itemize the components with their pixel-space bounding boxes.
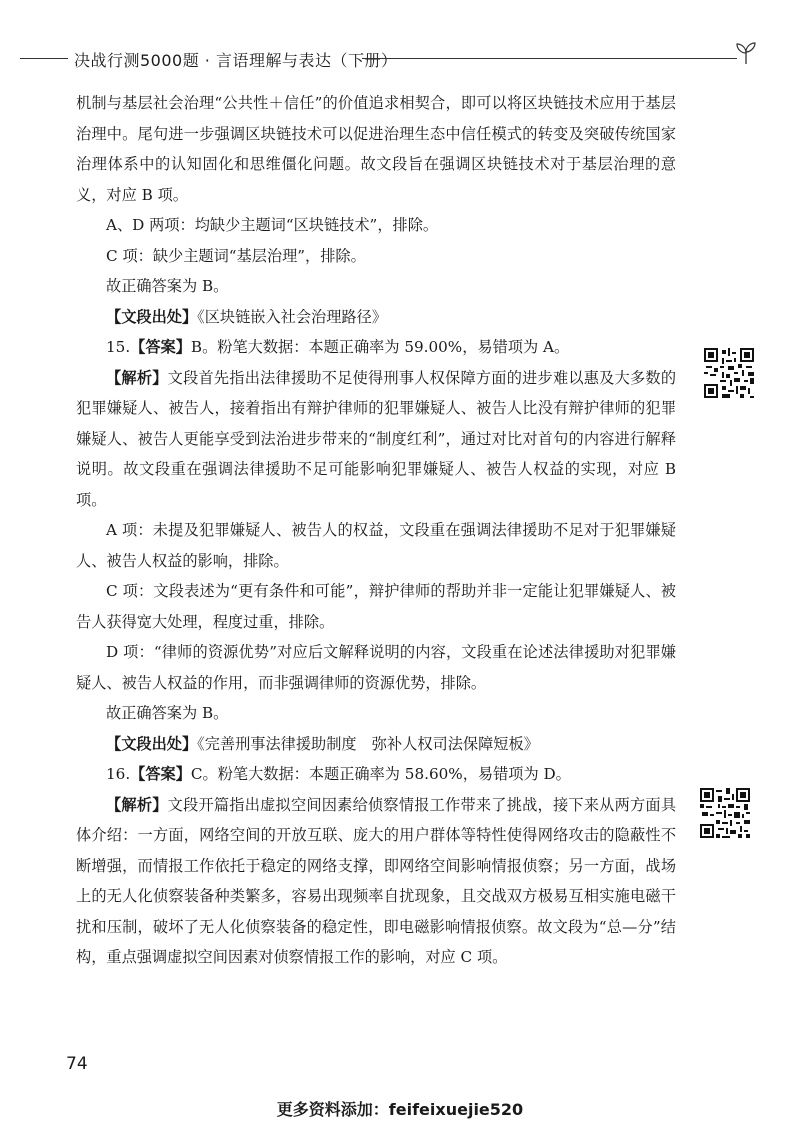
paragraph: A 项：未提及犯罪嫌疑人、被告人的权益，文段重在强调法律援助不足对于犯罪嫌疑人、被告人权益的影响，排除。 bbox=[76, 521, 676, 570]
qr-code-icon bbox=[704, 348, 754, 398]
question-number: 15. bbox=[106, 338, 131, 356]
paragraph: A、D 两项：均缺少主题词“区块链技术”，排除。 bbox=[106, 216, 439, 234]
header-rule-right bbox=[362, 58, 737, 59]
source-tag: 【文段出处】 bbox=[106, 734, 198, 753]
running-header bbox=[0, 38, 800, 78]
analysis-tag: 【解析】 bbox=[106, 795, 168, 814]
analysis-paragraph: 【解析】文段开篇指出虚拟空间因素给侦察情报工作带来了挑战，接下来从两方面具体介绍：一方面，网络空间的开放互联、庞大的用户群体等特性使得网络攻击的隐蔽性不断增强，而情报工作依托于稳定的网络支撑，即网络空间影响情报侦察；另一方面，战场上的无人化侦察装备种类繁多，容易出现频率自扰现象，且交战双方极易互相实施电磁干扰和压制，破坏了无人化侦察装备的稳定性，即电磁影响情报侦察。故文段为“总—分”结构，重点强调虚拟空间因素对侦察情报工作的影响，对应 C 项。 bbox=[76, 795, 677, 966]
header-title: 决战行测5000题 · 言语理解与表达（下册） bbox=[74, 51, 398, 70]
answer-paragraph-15: 15.【答案】B。粉笔大数据：本题正确率为 59.00%，易错项为 A。 bbox=[106, 338, 570, 356]
answer-tag: 【答案】 bbox=[130, 765, 191, 783]
paragraph: 故正确答案为 B。 bbox=[106, 704, 229, 722]
paragraph: 机制与基层社会治理“公共性＋信任”的价值追求相契合，即可以将区块链技术应用于基层治理中。尾句进一步强调区块链技术可以促进治理生态中信任模式的转变及突破传统国家治理体系中的认知固化和思维僵化问题。故文段旨在强调区块链技术对于基层治理的意义，对应 B 项。 bbox=[76, 94, 676, 204]
paragraph: C 项：缺少主题词“基层治理”，排除。 bbox=[106, 246, 366, 265]
paragraph: C 项：文段表述为“更有条件和可能”，辩护律师的帮助并非一定能让犯罪嫌疑人、被告人获得宽大处理，程度过重，排除。 bbox=[76, 582, 676, 631]
page-number: 74 bbox=[66, 1054, 88, 1074]
analysis-tag: 【解析】 bbox=[106, 368, 168, 387]
header-rule-left bbox=[20, 58, 68, 59]
answer-explanation-body bbox=[76, 88, 676, 973]
footer-note: 更多资料添加：feifeixuejie520 bbox=[276, 1100, 524, 1119]
question-number: 16. bbox=[106, 765, 131, 783]
qr-code-icon bbox=[700, 788, 750, 838]
source-paragraph: 【文段出处】《区块链嵌入社会治理路径》 bbox=[106, 307, 387, 326]
analysis-paragraph: 【解析】文段首先指出法律援助不足使得刑事人权保障方面的进步难以惠及大多数的犯罪嫌疑人、被告人，接着指出有辩护律师的犯罪嫌疑人、被告人比没有辩护律师的犯罪嫌疑人、被告人更能享受到法治进步带来的“制度红利”，通过对比对首句的内容进行解释说明。故文段重在强调法律援助不足可能影响犯罪嫌疑人、被告人权益的实现，对应 B 项。 bbox=[76, 368, 677, 509]
source-paragraph: 【文段出处】《完善刑事法律援助制度 弥补人权司法保障短板》 bbox=[106, 734, 539, 753]
source-tag: 【文段出处】 bbox=[106, 307, 198, 326]
paragraph: 故正确答案为 B。 bbox=[106, 277, 229, 295]
answer-paragraph-16: 16.【答案】C。粉笔大数据：本题正确率为 58.60%，易错项为 D。 bbox=[106, 765, 571, 783]
sprout-icon bbox=[733, 40, 759, 66]
paragraph: D 项：“律师的资源优势”对应后文解释说明的内容，文段重在论述法律援助对犯罪嫌疑人、被告人权益的作用，而非强调律师的资源优势，排除。 bbox=[76, 643, 676, 692]
answer-tag: 【答案】 bbox=[130, 338, 191, 356]
